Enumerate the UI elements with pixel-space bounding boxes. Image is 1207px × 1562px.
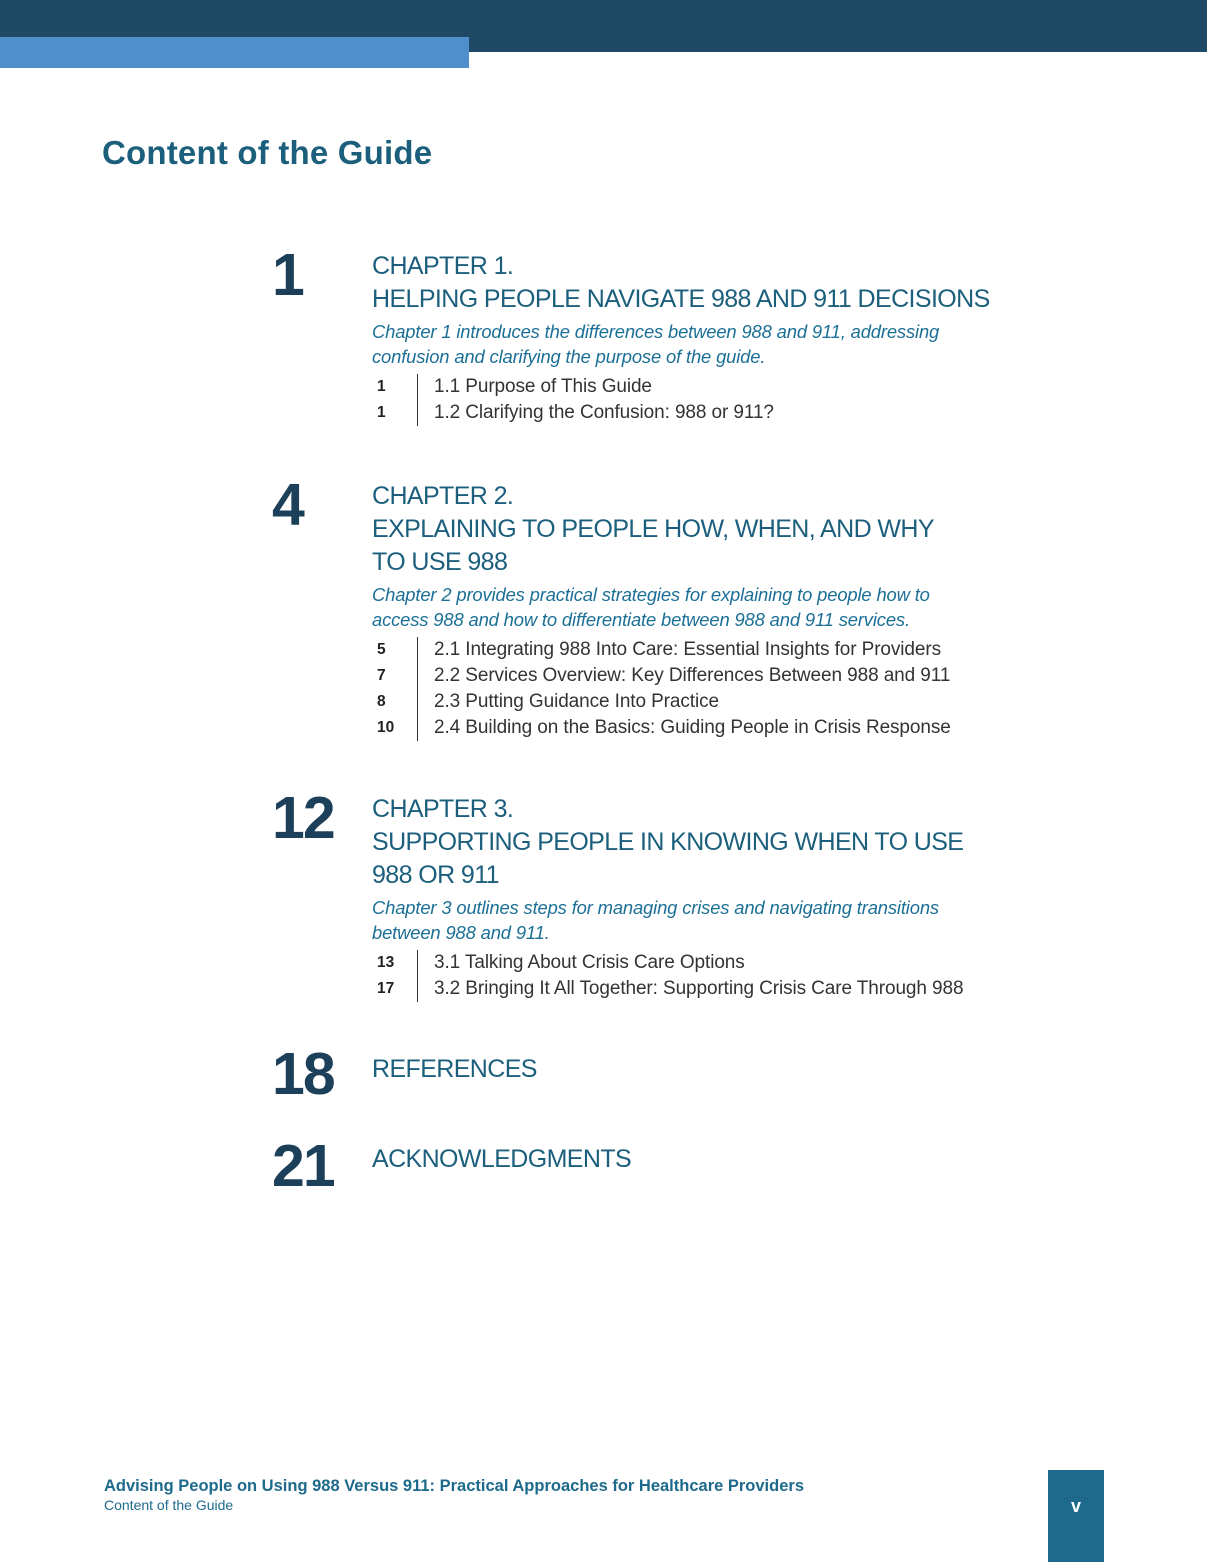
chapter-page-number[interactable]: 4 [272,472,303,538]
toc-entry[interactable] [372,400,1070,426]
toc-page-number: 13 [377,954,395,971]
toc-section-title: 2.1 Integrating 988 Into Care: Essential Insights for Providers [417,637,941,663]
chapter-1 [270,242,1070,426]
section-list [372,950,1070,1002]
toc-page-number: 1 [377,378,386,395]
toc-section-title: 1.2 Clarifying the Confusion: 988 or 911? [417,400,774,426]
section-list [372,637,1070,741]
chapter-description-line: confusion and clarifying the purpose of the guide. [372,346,766,367]
toc-page-number: 8 [377,693,386,710]
page-title: Content of the Guide [102,134,433,171]
chapter-description-line: between 988 and 911. [372,922,550,943]
toc-page-number: 1 [377,404,386,421]
toc-section-title: 2.4 Building on the Basics: Guiding People in Crisis Response [417,715,951,741]
toc-entry[interactable] [372,950,1070,976]
chapter-title-line: HELPING PEOPLE NAVIGATE 988 AND 911 DECISIONS [372,285,990,313]
toc-page-number: 5 [377,641,386,658]
toc-section-title: 3.1 Talking About Crisis Care Options [417,950,745,976]
toc-entry[interactable] [372,374,1070,400]
references-label: REFERENCES [372,1055,537,1083]
chapter-page-number[interactable]: 12 [272,785,334,851]
chapter-page-number[interactable]: 1 [272,242,303,308]
chapter-description-line: Chapter 2 provides practical strategies for explaining to people how to [372,584,930,605]
chapter-title[interactable] [372,480,1070,579]
toc-entry[interactable] [372,637,1070,663]
toc-page-number: 17 [377,980,395,997]
toc-page-number: 7 [377,667,386,684]
section-list [372,374,1070,426]
toc-entry[interactable] [372,689,1070,715]
chapter-label: CHAPTER 3. [372,795,514,823]
acknowledgments-label: ACKNOWLEDGMENTS [372,1145,632,1173]
toc-section-title: 2.2 Services Overview: Key Differences Between 988 and 911 [417,663,950,689]
chapter-description-line: Chapter 1 introduces the differences between 988 and 911, addressing [372,321,940,342]
chapter-description-line: access 988 and how to differentiate between 988 and 911 services. [372,609,910,630]
chapter-title-line: TO USE 988 [372,548,508,576]
chapter-title-line: 988 OR 911 [372,861,499,889]
chapter-title[interactable] [372,793,1070,892]
header-band-accent [0,37,469,68]
chapter-description [372,895,1070,945]
chapter-label: CHAPTER 1. [372,252,514,280]
chapter-title-line: SUPPORTING PEOPLE IN KNOWING WHEN TO USE [372,828,964,856]
chapter-3 [270,785,1070,1002]
chapter-description [372,582,1070,632]
acknowledgments-entry[interactable] [270,1133,870,1199]
chapter-title[interactable] [372,250,1070,316]
toc-page-number: 10 [377,719,395,736]
toc-section-title: 2.3 Putting Guidance Into Practice [417,689,719,715]
toc-entry[interactable] [372,715,1070,741]
chapter-description [372,319,1070,369]
toc-entry[interactable] [372,663,1070,689]
toc-section-title: 1.1 Purpose of This Guide [417,374,652,400]
toc-section-title: 3.2 Bringing It All Together: Supporting Crisis Care Through 988 [417,976,963,1002]
footer-section-name: Content of the Guide [104,1497,234,1513]
toc-entry[interactable] [372,976,1070,1002]
chapter-label: CHAPTER 2. [372,482,514,510]
acknowledgments-page-number: 21 [272,1133,334,1199]
references-page-number: 18 [272,1041,334,1107]
footer-document-title: Advising People on Using 988 Versus 911: Practical Approaches for Healthcare Providers [104,1477,804,1495]
references-entry[interactable] [270,1041,870,1107]
page-number: v [1070,1496,1081,1516]
chapter-description-line: Chapter 3 outlines steps for managing crises and navigating transitions [372,897,939,918]
chapter-title-line: EXPLAINING TO PEOPLE HOW, WHEN, AND WHY [372,515,934,543]
page-number-box [1048,1470,1104,1562]
chapter-2 [270,472,1070,741]
